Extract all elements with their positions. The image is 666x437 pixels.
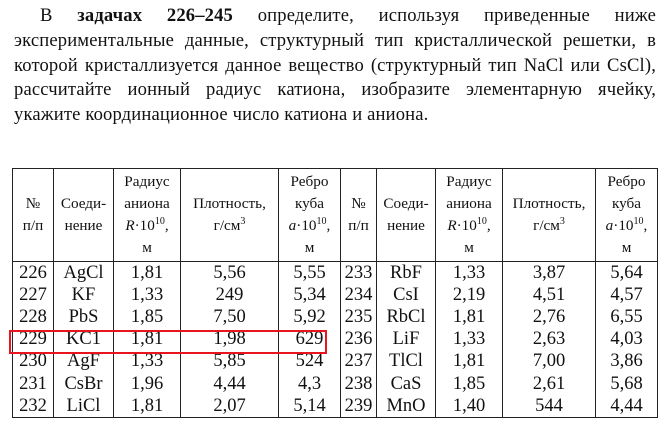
row-number-cell: 238 <box>341 373 377 395</box>
header-compound-2: Соеди- нение <box>377 169 436 262</box>
anion-radius-cell: 1,81 <box>114 262 181 285</box>
cube-edge-cell: 5,55 <box>279 262 341 285</box>
density-cell: 3,87 <box>503 262 596 285</box>
anion-radius-cell: 1,96 <box>114 373 181 395</box>
row-number-cell: 237 <box>341 351 377 373</box>
density-cell: 2,07 <box>181 395 279 418</box>
compound-cell: CaS <box>377 373 436 395</box>
anion-radius-cell: 1,33 <box>436 262 503 285</box>
header-row <box>13 169 658 262</box>
intro-text: определите, используя приведенные ниже экспериментальные данные, структурный тип кристаллической решетки, в которой кристаллизуется данное вещество (структурный тип NaCl или CsCl), рассчитайте ионный радиус катиона, изобразите элементарную ячейку, укажите координационное число катиона и аниона. <box>14 5 656 126</box>
cube-edge-cell: 5,68 <box>596 373 658 395</box>
density-cell: 4,51 <box>503 284 596 306</box>
density-cell: 5,85 <box>181 351 279 373</box>
density-cell: 7,00 <box>503 351 596 373</box>
compound-cell: CsI <box>377 284 436 306</box>
cube-edge-cell: 629 <box>279 329 341 351</box>
intro-prefix: В <box>40 5 78 26</box>
anion-radius-cell: 1,33 <box>114 351 181 373</box>
header-anion-radius: Радиус аниона $R\cdot 10^{10}$, м <box>114 169 181 262</box>
row-number-cell: 232 <box>13 395 54 418</box>
cube-edge-cell: 4,3 <box>279 373 341 395</box>
cube-edge-cell: 6,55 <box>596 306 658 328</box>
table-row <box>13 373 658 395</box>
row-number-cell: 230 <box>13 351 54 373</box>
table-row <box>13 329 658 351</box>
cube-edge-cell: 5,64 <box>596 262 658 285</box>
header-density-2: Плотность, $г/см^3$ <box>503 169 596 262</box>
compound-cell: RbF <box>377 262 436 285</box>
row-number-cell: 228 <box>13 306 54 328</box>
data-table <box>12 168 658 418</box>
density-cell: 2,76 <box>503 306 596 328</box>
row-number-cell: 231 <box>13 373 54 395</box>
cube-edge-cell: 3,86 <box>596 351 658 373</box>
header-cube-edge-2: Ребро куба $a\cdot 10^{10}$, м <box>596 169 658 262</box>
anion-radius-cell: 1,81 <box>436 351 503 373</box>
density-cell: 5,56 <box>181 262 279 285</box>
table-row <box>13 306 658 328</box>
header-number: № п/п <box>13 169 54 262</box>
density-cell: 7,50 <box>181 306 279 328</box>
compound-cell: TlCl <box>377 351 436 373</box>
compound-cell: AgF <box>54 351 114 373</box>
row-number-cell: 235 <box>341 306 377 328</box>
anion-radius-cell: 1,33 <box>436 329 503 351</box>
cube-edge-cell: 5,34 <box>279 284 341 306</box>
compound-cell: KF <box>54 284 114 306</box>
cube-edge-cell: 524 <box>279 351 341 373</box>
compound-cell: LiF <box>377 329 436 351</box>
density-cell: 249 <box>181 284 279 306</box>
density-cell: 4,44 <box>181 373 279 395</box>
anion-radius-cell: 1,81 <box>436 306 503 328</box>
header-cube-edge: Ребро куба $a\cdot 10^{10}$, м <box>279 169 341 262</box>
cube-edge-cell: 5,14 <box>279 395 341 418</box>
anion-radius-cell: 1,33 <box>114 284 181 306</box>
compound-cell: PbS <box>54 306 114 328</box>
density-cell: 2,63 <box>503 329 596 351</box>
table-row <box>13 284 658 306</box>
anion-radius-cell: 1,85 <box>436 373 503 395</box>
compound-cell: MnO <box>377 395 436 418</box>
density-cell: 1,98 <box>181 329 279 351</box>
cube-edge-cell: 4,03 <box>596 329 658 351</box>
anion-radius-cell: 1,85 <box>114 306 181 328</box>
compound-cell: CsBr <box>54 373 114 395</box>
row-number-cell: 233 <box>341 262 377 285</box>
row-number-cell: 227 <box>13 284 54 306</box>
row-number-cell: 226 <box>13 262 54 285</box>
header-number-2: № п/п <box>341 169 377 262</box>
anion-radius-cell: 1,81 <box>114 395 181 418</box>
task-description <box>14 4 656 128</box>
header-density: Плотность, $г/см^3$ <box>181 169 279 262</box>
row-number-cell: 239 <box>341 395 377 418</box>
anion-radius-cell: 1,40 <box>436 395 503 418</box>
compound-cell: AgCl <box>54 262 114 285</box>
anion-radius-cell: 1,81 <box>114 329 181 351</box>
header-anion-radius-2: Радиус аниона $R\cdot 10^{10}$, м <box>436 169 503 262</box>
table-row <box>13 262 658 285</box>
table-row <box>13 395 658 418</box>
compound-cell: KC1 <box>54 329 114 351</box>
table-row <box>13 351 658 373</box>
density-cell: 544 <box>503 395 596 418</box>
compound-cell: RbCl <box>377 306 436 328</box>
table-body <box>13 262 658 418</box>
row-number-cell: 234 <box>341 284 377 306</box>
header-compound: Соеди- нение <box>54 169 114 262</box>
anion-radius-cell: 2,19 <box>436 284 503 306</box>
task-range: задачах 226–245 <box>77 5 233 26</box>
cube-edge-cell: 5,92 <box>279 306 341 328</box>
compound-cell: LiCl <box>54 395 114 418</box>
cube-edge-cell: 4,44 <box>596 395 658 418</box>
cube-edge-cell: 4,57 <box>596 284 658 306</box>
row-number-cell: 229 <box>13 329 54 351</box>
row-number-cell: 236 <box>341 329 377 351</box>
density-cell: 2,61 <box>503 373 596 395</box>
